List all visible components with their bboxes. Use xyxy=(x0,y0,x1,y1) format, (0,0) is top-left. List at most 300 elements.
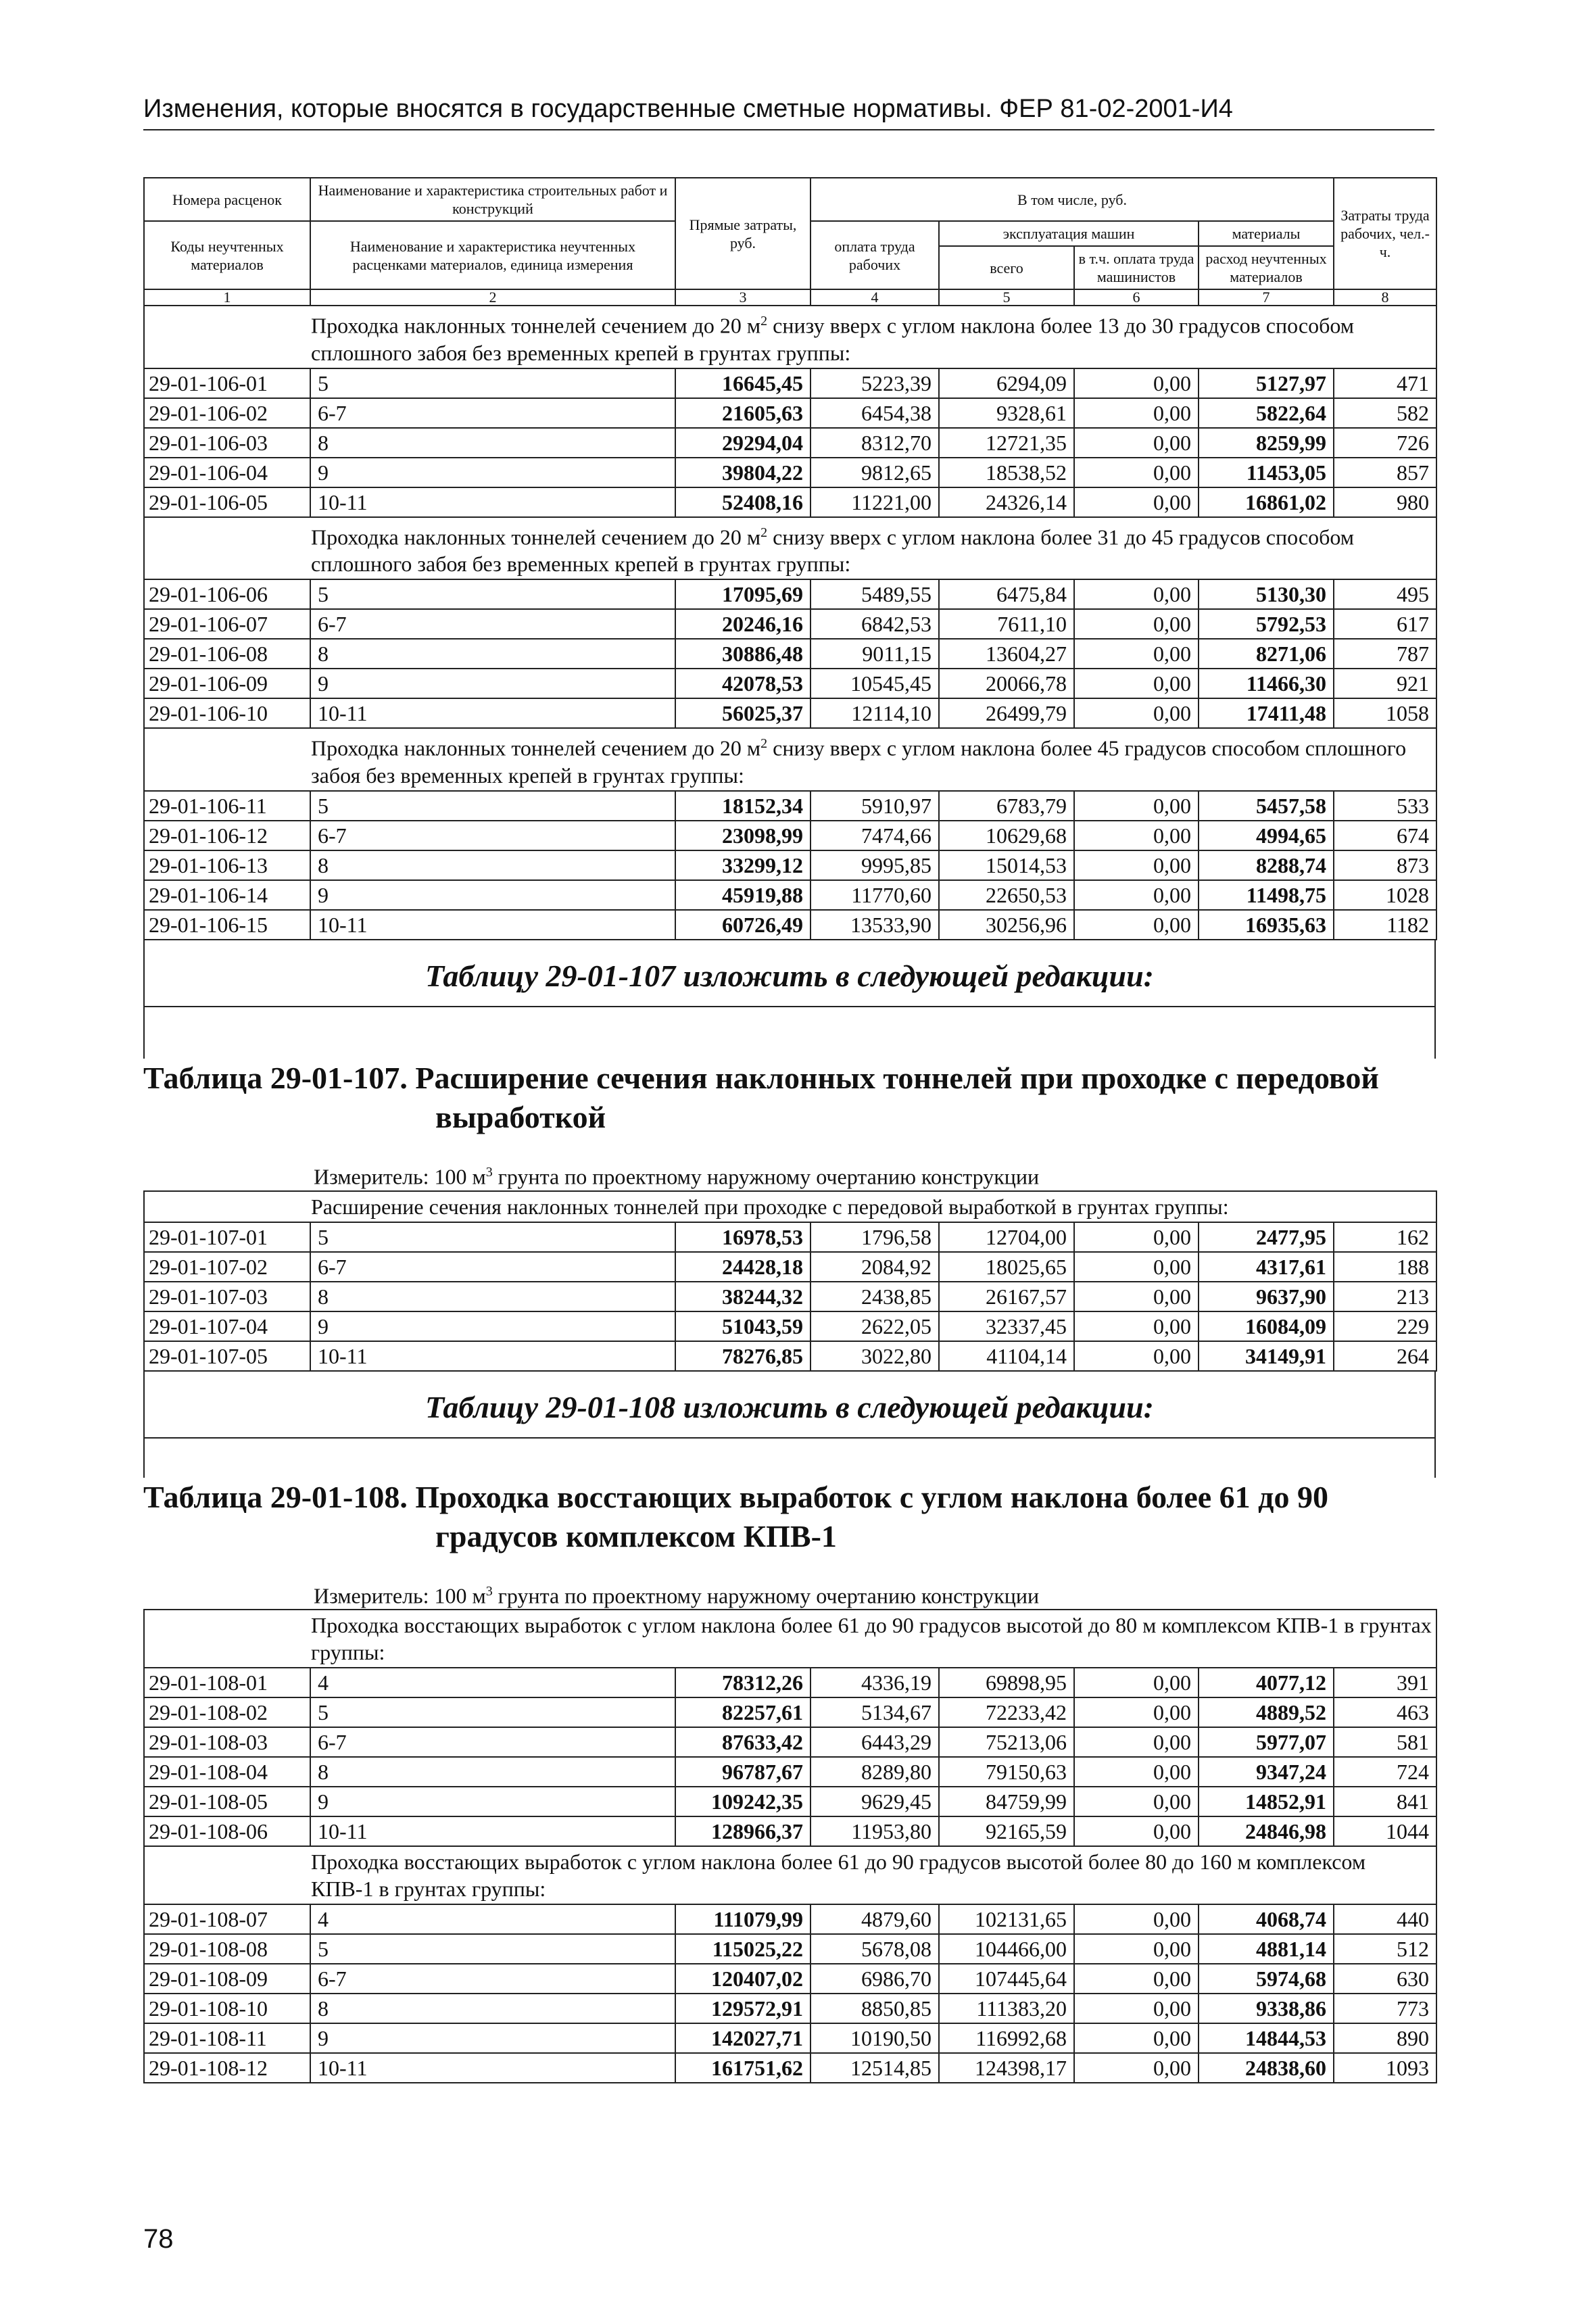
soil-group-cell: 10-11 xyxy=(310,698,675,728)
materials-cell: 11453,05 xyxy=(1199,458,1334,487)
labor-hours-cell: 873 xyxy=(1334,850,1436,880)
direct-costs-cell: 38244,32 xyxy=(675,1282,811,1311)
rate-code-cell: 29-01-106-01 xyxy=(144,368,310,398)
machinist-wages-cell: 0,00 xyxy=(1074,609,1199,639)
unit-exponent: 3 xyxy=(485,1583,493,1599)
column-number: 2 xyxy=(310,289,675,306)
unit-text: Измеритель: 100 м xyxy=(314,1583,486,1608)
machines-total-cell: 12721,35 xyxy=(939,428,1074,458)
col-header-direct-costs: Прямые затраты, руб. xyxy=(675,178,811,289)
table-row xyxy=(144,1964,1436,1994)
table-row xyxy=(144,1994,1436,2023)
direct-costs-cell: 129572,91 xyxy=(675,1994,811,2023)
soil-group-cell: 9 xyxy=(310,458,675,487)
column-number: 4 xyxy=(811,289,939,306)
machines-total-cell: 32337,45 xyxy=(939,1311,1074,1341)
machinist-wages-cell: 0,00 xyxy=(1074,1934,1199,1964)
machinist-wages-cell: 0,00 xyxy=(1074,669,1199,698)
section-text: снизу вверх с углом наклона более 45 градусов способом сплошного забоя без временных крепей в грунтах группы: xyxy=(311,735,1407,788)
rate-code-cell: 29-01-108-12 xyxy=(144,2053,310,2083)
machines-total-cell: 30256,96 xyxy=(939,910,1074,940)
labor-hours-cell: 471 xyxy=(1334,368,1436,398)
machinist-wages-cell: 0,00 xyxy=(1074,368,1199,398)
table-row xyxy=(144,398,1436,428)
worker-wages-cell: 13533,90 xyxy=(811,910,939,940)
labor-hours-cell: 724 xyxy=(1334,1757,1436,1787)
machinist-wages-cell: 0,00 xyxy=(1074,1964,1199,1994)
section-text: Проходка наклонных тоннелей сечением до 20 м xyxy=(311,313,761,338)
table-row xyxy=(144,1757,1436,1787)
machines-total-cell: 6475,84 xyxy=(939,579,1074,609)
col-header-machines-total: всего xyxy=(939,246,1074,289)
machines-total-cell: 7611,10 xyxy=(939,609,1074,639)
labor-hours-cell: 921 xyxy=(1334,669,1436,698)
direct-costs-cell: 42078,53 xyxy=(675,669,811,698)
worker-wages-cell: 5678,08 xyxy=(811,1934,939,1964)
table-row xyxy=(144,458,1436,487)
section-text: Проходка наклонных тоннелей сечением до 20 м xyxy=(311,525,761,550)
col-header-codes: Коды неучтенных материалов xyxy=(144,221,310,289)
direct-costs-cell: 30886,48 xyxy=(675,639,811,669)
soil-group-cell: 10-11 xyxy=(310,1816,675,1846)
rate-code-cell: 29-01-108-11 xyxy=(144,2023,310,2053)
soil-group-cell: 9 xyxy=(310,1787,675,1816)
soil-group-cell: 4 xyxy=(310,1668,675,1697)
soil-group-cell: 9 xyxy=(310,880,675,910)
table-row xyxy=(144,368,1436,398)
rate-code-cell: 29-01-108-02 xyxy=(144,1697,310,1727)
unit-exponent: 3 xyxy=(485,1164,493,1180)
machines-total-cell: 124398,17 xyxy=(939,2053,1074,2083)
labor-hours-cell: 1058 xyxy=(1334,698,1436,728)
direct-costs-cell: 78312,26 xyxy=(675,1668,811,1697)
materials-cell: 2477,95 xyxy=(1199,1222,1334,1252)
table-row xyxy=(144,609,1436,639)
materials-cell: 11498,75 xyxy=(1199,880,1334,910)
materials-cell: 4077,12 xyxy=(1199,1668,1334,1697)
labor-hours-cell: 533 xyxy=(1334,791,1436,821)
materials-cell: 8271,06 xyxy=(1199,639,1334,669)
table-row xyxy=(144,1222,1436,1252)
rate-code-cell: 29-01-108-03 xyxy=(144,1727,310,1757)
column-number: 7 xyxy=(1199,289,1334,306)
table-row xyxy=(144,2023,1436,2053)
labor-hours-cell: 391 xyxy=(1334,1668,1436,1697)
labor-hours-cell: 674 xyxy=(1334,821,1436,850)
machinist-wages-cell: 0,00 xyxy=(1074,428,1199,458)
worker-wages-cell: 9011,15 xyxy=(811,639,939,669)
soil-group-cell: 8 xyxy=(310,428,675,458)
section-description: Проходка восстающих выработок с углом наклона более 61 до 90 градусов высотой более 80 до 160 м комплексом КПВ-1 в грунтах группы: xyxy=(144,1846,1436,1904)
table-row xyxy=(144,579,1436,609)
labor-hours-cell: 463 xyxy=(1334,1697,1436,1727)
machinist-wages-cell: 0,00 xyxy=(1074,1816,1199,1846)
worker-wages-cell: 12114,10 xyxy=(811,698,939,728)
unit-text: Измеритель: 100 м xyxy=(314,1164,486,1189)
rate-code-cell: 29-01-108-07 xyxy=(144,1904,310,1934)
machines-total-cell: 6294,09 xyxy=(939,368,1074,398)
labor-hours-cell: 512 xyxy=(1334,1934,1436,1964)
labor-hours-cell: 787 xyxy=(1334,639,1436,669)
materials-cell: 5127,97 xyxy=(1199,368,1334,398)
table-29-01-107 xyxy=(143,1190,1437,1372)
direct-costs-cell: 82257,61 xyxy=(675,1697,811,1727)
worker-wages-cell: 5223,39 xyxy=(811,368,939,398)
materials-cell: 14852,91 xyxy=(1199,1787,1334,1816)
column-number: 5 xyxy=(939,289,1074,306)
labor-hours-cell: 890 xyxy=(1334,2023,1436,2053)
materials-cell: 16084,09 xyxy=(1199,1311,1334,1341)
direct-costs-cell: 45919,88 xyxy=(675,880,811,910)
materials-cell: 4881,14 xyxy=(1199,1934,1334,1964)
worker-wages-cell: 6454,38 xyxy=(811,398,939,428)
direct-costs-cell: 24428,18 xyxy=(675,1252,811,1282)
direct-costs-cell: 96787,67 xyxy=(675,1757,811,1787)
direct-costs-cell: 23098,99 xyxy=(675,821,811,850)
table-header xyxy=(144,178,1436,289)
materials-cell: 5130,30 xyxy=(1199,579,1334,609)
worker-wages-cell: 2438,85 xyxy=(811,1282,939,1311)
labor-hours-cell: 162 xyxy=(1334,1222,1436,1252)
rate-code-cell: 29-01-106-14 xyxy=(144,880,310,910)
section-description: Проходка восстающих выработок с углом наклона более 61 до 90 градусов высотой до 80 м комплексом КПВ-1 в грунтах группы: xyxy=(144,1610,1436,1668)
unit-text: грунта по проектному наружному очертанию конструкции xyxy=(492,1164,1040,1189)
machines-total-cell: 20066,78 xyxy=(939,669,1074,698)
col-header-wages: оплата труда рабочих xyxy=(811,221,939,289)
labor-hours-cell: 495 xyxy=(1334,579,1436,609)
worker-wages-cell: 5910,97 xyxy=(811,791,939,821)
materials-cell: 14844,53 xyxy=(1199,2023,1334,2053)
machines-total-cell: 18538,52 xyxy=(939,458,1074,487)
rate-code-cell: 29-01-106-13 xyxy=(144,850,310,880)
col-header-materials-name: Наименование и характеристика неучтенных расценками материалов, единица измерения xyxy=(310,221,675,289)
labor-hours-cell: 440 xyxy=(1334,1904,1436,1934)
table-row xyxy=(144,910,1436,940)
materials-cell: 4068,74 xyxy=(1199,1904,1334,1934)
machines-total-cell: 12704,00 xyxy=(939,1222,1074,1252)
col-header-number: Номера расценок xyxy=(144,178,310,221)
col-header-labor: Затраты труда рабочих, чел.-ч. xyxy=(1334,178,1436,289)
soil-group-cell: 9 xyxy=(310,669,675,698)
table-row xyxy=(144,639,1436,669)
worker-wages-cell: 11770,60 xyxy=(811,880,939,910)
soil-group-cell: 9 xyxy=(310,2023,675,2053)
materials-cell: 5822,64 xyxy=(1199,398,1334,428)
machines-total-cell: 92165,59 xyxy=(939,1816,1074,1846)
table-row xyxy=(144,1252,1436,1282)
labor-hours-cell: 617 xyxy=(1334,609,1436,639)
machinist-wages-cell: 0,00 xyxy=(1074,2053,1199,2083)
soil-group-cell: 6-7 xyxy=(310,1727,675,1757)
table-row xyxy=(144,698,1436,728)
col-header-name: Наименование и характеристика строительных работ и конструкций xyxy=(310,178,675,221)
table-row xyxy=(144,1787,1436,1816)
col-header-machines: эксплуатация машин xyxy=(939,221,1199,246)
machines-total-cell: 9328,61 xyxy=(939,398,1074,428)
materials-cell: 4317,61 xyxy=(1199,1252,1334,1282)
worker-wages-cell: 4879,60 xyxy=(811,1904,939,1934)
table-row xyxy=(144,1282,1436,1311)
machinist-wages-cell: 0,00 xyxy=(1074,1697,1199,1727)
machines-total-cell: 6783,79 xyxy=(939,791,1074,821)
section-description xyxy=(144,728,1436,791)
machines-total-cell: 107445,64 xyxy=(939,1964,1074,1994)
direct-costs-cell: 17095,69 xyxy=(675,579,811,609)
soil-group-cell: 10-11 xyxy=(310,1341,675,1371)
rate-code-cell: 29-01-107-03 xyxy=(144,1282,310,1311)
page-number: 78 xyxy=(143,2224,174,2254)
soil-group-cell: 4 xyxy=(310,1904,675,1934)
machinist-wages-cell: 0,00 xyxy=(1074,821,1199,850)
materials-cell: 5792,53 xyxy=(1199,609,1334,639)
unit-exponent: 2 xyxy=(760,314,768,329)
rate-code-cell: 29-01-106-09 xyxy=(144,669,310,698)
worker-wages-cell: 10545,45 xyxy=(811,669,939,698)
materials-cell: 4889,52 xyxy=(1199,1697,1334,1727)
note-table-108: Таблицу 29-01-108 изложить в следующей редакции: xyxy=(143,1372,1436,1437)
section-description xyxy=(144,306,1436,368)
machines-total-cell: 10629,68 xyxy=(939,821,1074,850)
labor-hours-cell: 229 xyxy=(1334,1311,1436,1341)
table-row xyxy=(144,850,1436,880)
worker-wages-cell: 1796,58 xyxy=(811,1222,939,1252)
labor-hours-cell: 1182 xyxy=(1334,910,1436,940)
table-row xyxy=(144,2053,1436,2083)
rate-code-cell: 29-01-106-06 xyxy=(144,579,310,609)
rate-code-cell: 29-01-108-05 xyxy=(144,1787,310,1816)
table-row xyxy=(144,821,1436,850)
rate-code-cell: 29-01-106-15 xyxy=(144,910,310,940)
worker-wages-cell: 8850,85 xyxy=(811,1994,939,2023)
labor-hours-cell: 773 xyxy=(1334,1994,1436,2023)
direct-costs-cell: 52408,16 xyxy=(675,487,811,517)
direct-costs-cell: 56025,37 xyxy=(675,698,811,728)
soil-group-cell: 10-11 xyxy=(310,487,675,517)
soil-group-cell: 6-7 xyxy=(310,609,675,639)
labor-hours-cell: 1044 xyxy=(1334,1816,1436,1846)
soil-group-cell: 10-11 xyxy=(310,910,675,940)
title-line: Таблица 29-01-107. Расширение сечения наклонных тоннелей при проходке с передовой xyxy=(143,1060,1379,1095)
machines-total-cell: 13604,27 xyxy=(939,639,1074,669)
soil-group-cell: 10-11 xyxy=(310,2053,675,2083)
labor-hours-cell: 630 xyxy=(1334,1964,1436,1994)
machinist-wages-cell: 0,00 xyxy=(1074,1252,1199,1282)
col-header-including: В том числе, руб. xyxy=(811,178,1334,221)
labor-hours-cell: 582 xyxy=(1334,398,1436,428)
unit-exponent: 2 xyxy=(760,525,768,540)
running-header: Изменения, которые вносятся в государственные сметные нормативы. ФЕР 81-02-2001-И4 xyxy=(143,95,1434,130)
rate-code-cell: 29-01-107-01 xyxy=(144,1222,310,1252)
direct-costs-cell: 111079,99 xyxy=(675,1904,811,1934)
labor-hours-cell: 1028 xyxy=(1334,880,1436,910)
section-header-row xyxy=(144,517,1436,580)
direct-costs-cell: 78276,85 xyxy=(675,1341,811,1371)
machinist-wages-cell: 0,00 xyxy=(1074,910,1199,940)
materials-cell: 11466,30 xyxy=(1199,669,1334,698)
materials-cell: 24846,98 xyxy=(1199,1816,1334,1846)
direct-costs-cell: 115025,22 xyxy=(675,1934,811,1964)
note-table-107: Таблицу 29-01-107 изложить в следующей редакции: xyxy=(143,940,1436,1006)
direct-costs-cell: 51043,59 xyxy=(675,1311,811,1341)
machines-total-cell: 75213,06 xyxy=(939,1727,1074,1757)
table-29-01-106 xyxy=(143,177,1437,940)
direct-costs-cell: 21605,63 xyxy=(675,398,811,428)
rate-code-cell: 29-01-108-10 xyxy=(144,1994,310,2023)
table-29-01-107-title xyxy=(143,1059,1436,1137)
worker-wages-cell: 6842,53 xyxy=(811,609,939,639)
soil-group-cell: 6-7 xyxy=(310,1964,675,1994)
rate-code-cell: 29-01-108-01 xyxy=(144,1668,310,1697)
machinist-wages-cell: 0,00 xyxy=(1074,791,1199,821)
worker-wages-cell: 12514,85 xyxy=(811,2053,939,2083)
section-header-row xyxy=(144,1846,1436,1904)
spacer xyxy=(143,1006,1436,1059)
soil-group-cell: 5 xyxy=(310,579,675,609)
direct-costs-cell: 142027,71 xyxy=(675,2023,811,2053)
table-29-01-106-body xyxy=(144,306,1436,940)
machinist-wages-cell: 0,00 xyxy=(1074,2023,1199,2053)
soil-group-cell: 5 xyxy=(310,1697,675,1727)
soil-group-cell: 8 xyxy=(310,1757,675,1787)
column-number: 6 xyxy=(1074,289,1199,306)
table-29-01-108 xyxy=(143,1609,1437,2083)
worker-wages-cell: 9629,45 xyxy=(811,1787,939,1816)
direct-costs-cell: 39804,22 xyxy=(675,458,811,487)
section-header-row xyxy=(144,1191,1436,1222)
section-description xyxy=(144,517,1436,580)
machinist-wages-cell: 0,00 xyxy=(1074,1994,1199,2023)
section-text: Проходка наклонных тоннелей сечением до 20 м xyxy=(311,735,761,761)
machines-total-cell: 116992,68 xyxy=(939,2023,1074,2053)
soil-group-cell: 8 xyxy=(310,639,675,669)
soil-group-cell: 5 xyxy=(310,1222,675,1252)
worker-wages-cell: 7474,66 xyxy=(811,821,939,850)
materials-cell: 9338,86 xyxy=(1199,1994,1334,2023)
worker-wages-cell: 10190,50 xyxy=(811,2023,939,2053)
rate-code-cell: 29-01-106-02 xyxy=(144,398,310,428)
rate-code-cell: 29-01-106-12 xyxy=(144,821,310,850)
unit-text: грунта по проектному наружному очертанию конструкции xyxy=(492,1583,1040,1608)
table-row xyxy=(144,880,1436,910)
materials-cell: 16935,63 xyxy=(1199,910,1334,940)
machinist-wages-cell: 0,00 xyxy=(1074,1727,1199,1757)
materials-cell: 8259,99 xyxy=(1199,428,1334,458)
table-row xyxy=(144,1816,1436,1846)
machines-total-cell: 24326,14 xyxy=(939,487,1074,517)
materials-cell: 24838,60 xyxy=(1199,2053,1334,2083)
materials-cell: 9637,90 xyxy=(1199,1282,1334,1311)
direct-costs-cell: 60726,49 xyxy=(675,910,811,940)
machines-total-cell: 18025,65 xyxy=(939,1252,1074,1282)
rate-code-cell: 29-01-108-06 xyxy=(144,1816,310,1846)
column-numbers xyxy=(144,289,1436,306)
machinist-wages-cell: 0,00 xyxy=(1074,1757,1199,1787)
labor-hours-cell: 857 xyxy=(1334,458,1436,487)
title-line: Таблица 29-01-108. Проходка восстающих выработок с углом наклона более 61 до 90 xyxy=(143,1479,1328,1514)
machines-total-cell: 104466,00 xyxy=(939,1934,1074,1964)
section-text: снизу вверх с углом наклона более 13 до 30 градусов способом сплошного забоя без временных крепей в грунтах группы: xyxy=(311,313,1354,365)
section-header-row xyxy=(144,1610,1436,1668)
worker-wages-cell: 9812,65 xyxy=(811,458,939,487)
labor-hours-cell: 1093 xyxy=(1334,2053,1436,2083)
worker-wages-cell: 11221,00 xyxy=(811,487,939,517)
machinist-wages-cell: 0,00 xyxy=(1074,1787,1199,1816)
worker-wages-cell: 3022,80 xyxy=(811,1341,939,1371)
spacer xyxy=(143,1437,1436,1478)
worker-wages-cell: 11953,80 xyxy=(811,1816,939,1846)
machines-total-cell: 111383,20 xyxy=(939,1994,1074,2023)
machinist-wages-cell: 0,00 xyxy=(1074,698,1199,728)
worker-wages-cell: 9995,85 xyxy=(811,850,939,880)
materials-cell: 5977,07 xyxy=(1199,1727,1334,1757)
worker-wages-cell: 2622,05 xyxy=(811,1311,939,1341)
machinist-wages-cell: 0,00 xyxy=(1074,880,1199,910)
machinist-wages-cell: 0,00 xyxy=(1074,1904,1199,1934)
machines-total-cell: 41104,14 xyxy=(939,1341,1074,1371)
direct-costs-cell: 33299,12 xyxy=(675,850,811,880)
worker-wages-cell: 8312,70 xyxy=(811,428,939,458)
col-header-machinist-wages: в т.ч. оплата труда машинистов xyxy=(1074,246,1199,289)
rate-code-cell: 29-01-106-04 xyxy=(144,458,310,487)
title-line: градусов комплексом КПВ-1 xyxy=(435,1518,837,1553)
rate-code-cell: 29-01-108-04 xyxy=(144,1757,310,1787)
labor-hours-cell: 264 xyxy=(1334,1341,1436,1371)
materials-cell: 17411,48 xyxy=(1199,698,1334,728)
unit-exponent: 2 xyxy=(760,736,768,752)
table-29-01-108-body xyxy=(144,1610,1436,2083)
direct-costs-cell: 16645,45 xyxy=(675,368,811,398)
machines-total-cell: 26499,79 xyxy=(939,698,1074,728)
soil-group-cell: 8 xyxy=(310,1994,675,2023)
machinist-wages-cell: 0,00 xyxy=(1074,1341,1199,1371)
worker-wages-cell: 5489,55 xyxy=(811,579,939,609)
direct-costs-cell: 29294,04 xyxy=(675,428,811,458)
rate-code-cell: 29-01-106-05 xyxy=(144,487,310,517)
machinist-wages-cell: 0,00 xyxy=(1074,1282,1199,1311)
section-description: Расширение сечения наклонных тоннелей при проходке с передовой выработкой в грунтах группы: xyxy=(144,1191,1436,1222)
machines-total-cell: 22650,53 xyxy=(939,880,1074,910)
materials-cell: 5457,58 xyxy=(1199,791,1334,821)
col-header-materials-usage: расход неучтенных материалов xyxy=(1199,246,1334,289)
direct-costs-cell: 87633,42 xyxy=(675,1727,811,1757)
column-number: 3 xyxy=(675,289,811,306)
column-number: 1 xyxy=(144,289,310,306)
direct-costs-cell: 109242,35 xyxy=(675,1787,811,1816)
soil-group-cell: 5 xyxy=(310,791,675,821)
table-row xyxy=(144,1697,1436,1727)
labor-hours-cell: 213 xyxy=(1334,1282,1436,1311)
worker-wages-cell: 6443,29 xyxy=(811,1727,939,1757)
table-row xyxy=(144,1341,1436,1371)
rate-code-cell: 29-01-108-09 xyxy=(144,1964,310,1994)
labor-hours-cell: 980 xyxy=(1334,487,1436,517)
worker-wages-cell: 2084,92 xyxy=(811,1252,939,1282)
table-row xyxy=(144,428,1436,458)
direct-costs-cell: 161751,62 xyxy=(675,2053,811,2083)
worker-wages-cell: 5134,67 xyxy=(811,1697,939,1727)
direct-costs-cell: 16978,53 xyxy=(675,1222,811,1252)
machinist-wages-cell: 0,00 xyxy=(1074,487,1199,517)
table-29-01-108-unit xyxy=(143,1578,1436,1610)
machines-total-cell: 15014,53 xyxy=(939,850,1074,880)
machinist-wages-cell: 0,00 xyxy=(1074,1311,1199,1341)
machines-total-cell: 102131,65 xyxy=(939,1904,1074,1934)
soil-group-cell: 8 xyxy=(310,1282,675,1311)
table-row xyxy=(144,1311,1436,1341)
worker-wages-cell: 6986,70 xyxy=(811,1964,939,1994)
machinist-wages-cell: 0,00 xyxy=(1074,579,1199,609)
table-29-01-107-unit xyxy=(143,1159,1436,1190)
